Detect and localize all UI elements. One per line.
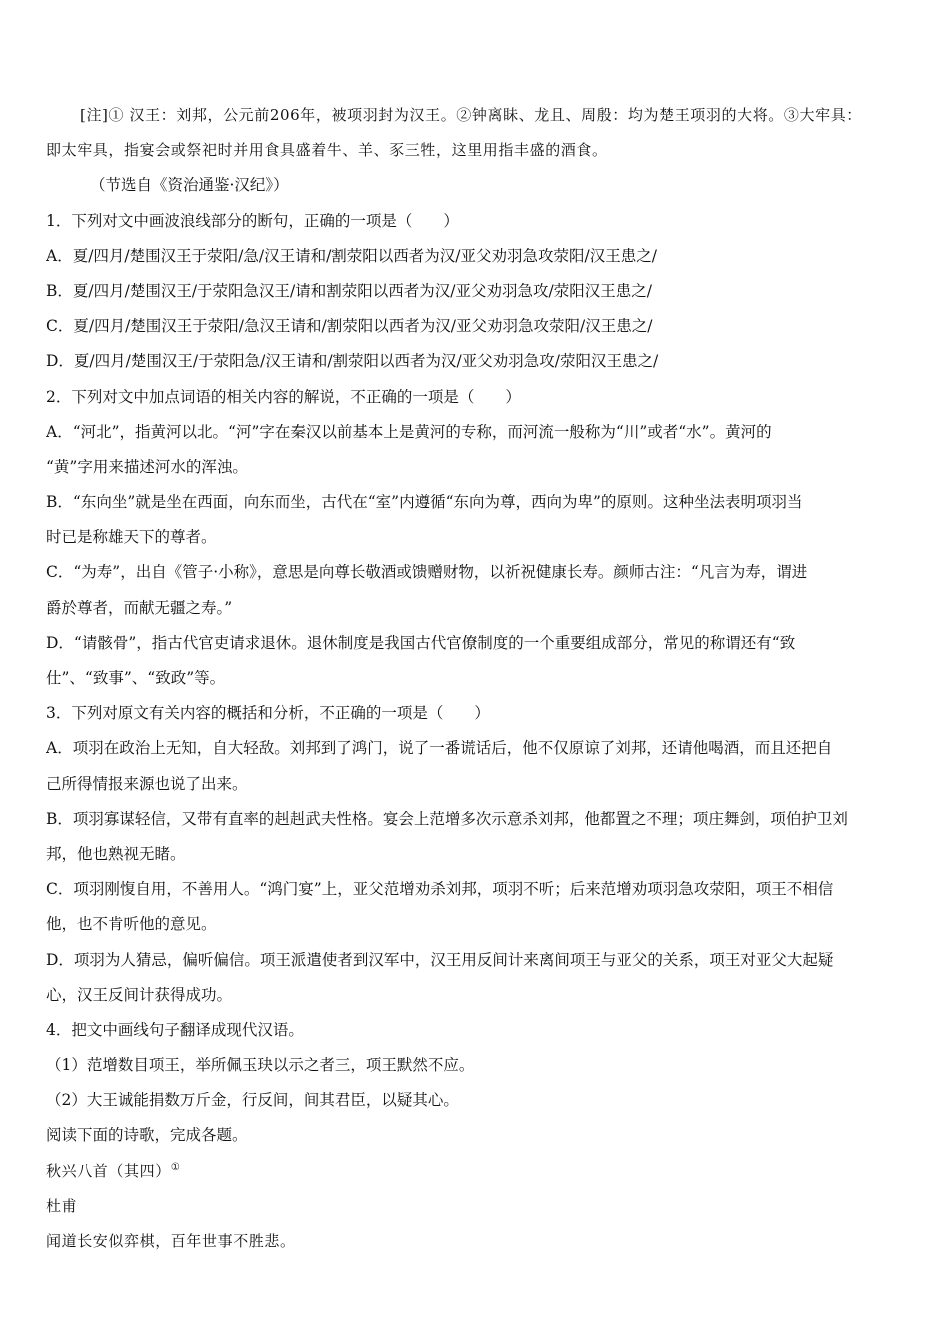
question-2-option-d-line-2: 仕”、“致事”、“致政”等。 [46,669,226,687]
question-2-option-d-line-1: D．“请骸骨”，指古代官吏请求退休。退休制度是我国古代官僚制度的一个重要组成部分，常见的称谓还有“致 [46,633,796,652]
question-1-option-c: C．夏/四月/楚围汉王于荥阳/急汉王请和/割荥阳以西者为汉/亚父劝羽急攻荥阳/汉王患之/ [46,317,653,336]
question-4-sentence-2: （2）大王诚能捐数万斤金，行反间，间其君臣，以疑其心。 [46,1091,459,1110]
question-1-option-b: B．夏/四月/楚围汉王/于荥阳急汉王/请和割荥阳以西者为汉/亚父劝羽急攻/荥阳汉王患之/ [46,281,652,300]
poem-title-text: 秋兴八首（其四） [46,1161,171,1180]
question-1-option-a: A．夏/四月/楚围汉王于荥阳/急/汉王请和/割荥阳以西者为汉/亚父劝羽急攻荥阳/汉王患之/ [46,246,657,265]
question-3-option-a-line-1: A．项羽在政治上无知，自大轻敌。刘邦到了鸿门，说了一番谎话后，他不仅原谅了刘邦，还请他喝酒，而且还把自 [46,739,833,758]
question-3-option-d-line-2: 心，汉王反间计获得成功。 [46,985,233,1004]
annotation-line-1: [注]① 汉王：刘邦，公元前206年，被项羽封为汉王。②钟离眛、龙且、周殷：均为楚王项羽的大将。③大牢具： [80,106,862,124]
source-citation: （节选自《资治通鉴·汉纪》） [90,176,289,195]
question-4-sentence-1: （1）范增数目项王，举所佩玉玦以示之者三，项王默然不应。 [46,1056,475,1075]
poem-author: 杜甫 [46,1196,78,1215]
document-page [46,98,908,1259]
question-4-stem: 4．把文中画线句子翻译成现代汉语。 [46,1020,304,1039]
question-3-option-c-line-2: 他，也不肯听他的意见。 [46,915,217,934]
question-2-stem: 2．下列对文中加点词语的相关内容的解说，不正确的一项是（ ） [46,387,521,406]
question-3-stem: 3．下列对原文有关内容的概括和分析，不正确的一项是（ ） [46,704,490,723]
question-2-option-b-line-2: 时已是称雄天下的尊者。 [46,528,217,547]
question-2-option-c-line-2: 爵於尊者，而献无疆之寿。” [46,598,233,617]
poem-title-footnote-mark: ① [170,1161,181,1173]
question-3-option-c-line-1: C．项羽刚愎自用，不善用人。“鸿门宴”上，亚父范增劝杀刘邦，项羽不听；后来范增劝项羽急攻荥阳，项王不相信 [46,880,834,899]
question-2-option-b-line-1: B．“东向坐”就是坐在西面，向东而坐，古代在“室”内遵循“东向为尊，西向为卑”的原则。这种坐法表明项羽当 [46,493,803,512]
question-2-option-c-line-1: C．“为寿”，出自《管子·小称》，意思是向尊长敬酒或馈赠财物，以祈祝健康长寿。颜师古注：“凡言为寿，谓进 [46,563,808,582]
question-3-option-b-line-2: 邦，他也熟视无睹。 [46,844,186,863]
question-2-option-a-line-1: A．“河北”，指黄河以北。“河”字在秦汉以前基本上是黄河的专称，而河流一般称为“川”或者“水”。黄河的 [46,422,772,441]
question-1-stem: 1．下列对文中画波浪线部分的断句，正确的一项是（ ） [46,211,459,230]
question-3-option-a-line-2: 己所得情报来源也说了出来。 [46,774,248,793]
poem-line-1: 闻道长安似弈棋，百年世事不胜悲。 [46,1232,296,1250]
annotation-line-2: 即太牢具，指宴会或祭祀时并用食具盛着牛、羊、豕三牲，这里用指丰盛的酒食。 [46,141,608,160]
question-3-option-b-line-1: B．项羽寡谋轻信，又带有直率的赳赳武夫性格。宴会上范增多次示意杀刘邦，他都置之不理；项庄舞剑，项伯护卫刘 [46,809,848,828]
poem-title [46,1154,908,1189]
question-3-option-d-line-1: D．项羽为人猜忌，偏听偏信。项王派遣使者到汉军中，汉王用反间计来离间项王与亚父的关系，项王对亚父大起疑 [46,950,834,969]
question-1-option-d: D．夏/四月/楚围汉王/于荥阳急/汉王请和/割荥阳以西者为汉/亚父劝羽急攻/荥阳汉王患之/ [46,352,659,371]
poem-instructions: 阅读下面的诗歌，完成各题。 [46,1126,248,1145]
question-2-option-a-line-2: “黄”字用来描述河水的浑浊。 [46,457,248,476]
